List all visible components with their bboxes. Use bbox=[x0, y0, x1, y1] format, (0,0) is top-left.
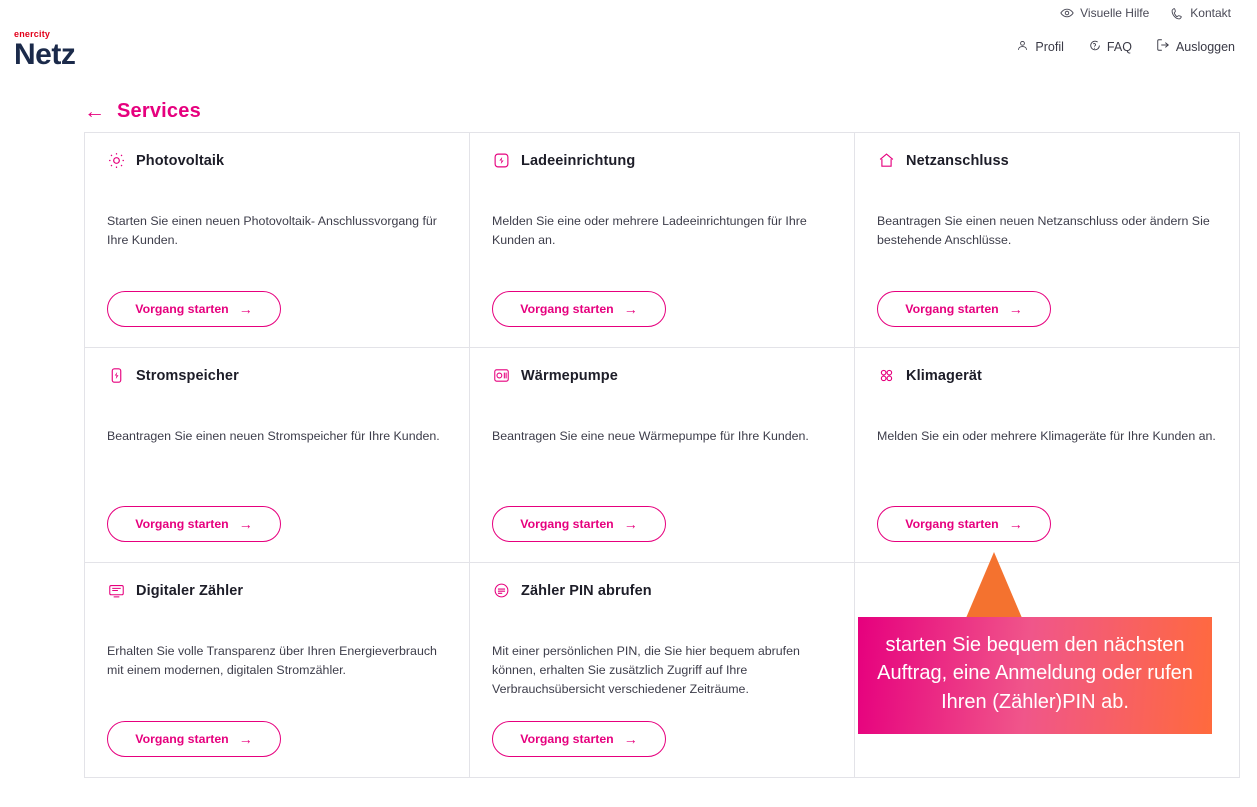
arrow-right-icon: → bbox=[238, 731, 253, 747]
service-card-waermepumpe[interactable] bbox=[470, 348, 855, 563]
service-card-klimageraet[interactable] bbox=[855, 348, 1240, 563]
heatpump-icon bbox=[492, 366, 511, 385]
arrow-right-icon: → bbox=[623, 516, 638, 532]
battery-bolt-icon bbox=[107, 366, 126, 385]
card-header bbox=[492, 151, 832, 170]
arrow-right-icon: → bbox=[238, 516, 253, 532]
digital-meter-icon bbox=[107, 581, 126, 600]
start-process-button[interactable] bbox=[107, 291, 281, 327]
button-label: Vorgang starten bbox=[520, 732, 614, 746]
page-title: Services bbox=[117, 100, 201, 122]
house-icon bbox=[877, 151, 896, 170]
service-card-digitaler-zaehler[interactable] bbox=[85, 563, 470, 778]
service-card-ladeeinrichtung[interactable] bbox=[470, 133, 855, 348]
account-item-label: Profil bbox=[1035, 39, 1064, 54]
account-item-label: Ausloggen bbox=[1175, 39, 1235, 54]
button-label: Vorgang starten bbox=[520, 517, 614, 531]
service-card-netzanschluss[interactable] bbox=[855, 133, 1240, 348]
service-card-photovoltaik[interactable] bbox=[85, 133, 470, 348]
logout-icon bbox=[1156, 38, 1170, 55]
button-label: Vorgang starten bbox=[135, 732, 229, 746]
card-title: Netzanschluss bbox=[906, 152, 1009, 169]
callout-tooltip: starten Sie bequem den nächsten Auftrag, eine Anmeldung oder rufen Ihren (Zähler)PIN ab. bbox=[858, 617, 1212, 734]
service-card-stromspeicher[interactable] bbox=[85, 348, 470, 563]
button-label: Vorgang starten bbox=[135, 517, 229, 531]
meter-pin-icon bbox=[492, 581, 511, 600]
utility-item-kontakt[interactable] bbox=[1171, 6, 1231, 20]
card-header bbox=[107, 151, 447, 170]
start-process-button[interactable] bbox=[107, 506, 281, 542]
account-item-faq[interactable] bbox=[1088, 39, 1132, 55]
card-header bbox=[877, 151, 1217, 170]
card-description: Erhalten Sie volle Transparenz über Ihren Energieverbrauch mit einem modernen, digitalen Stromzähler. bbox=[107, 644, 437, 678]
eye-icon bbox=[1060, 6, 1074, 20]
question-bubble-icon bbox=[1088, 39, 1101, 55]
arrow-right-icon: → bbox=[623, 731, 638, 747]
logo-brand-small: enercity bbox=[14, 29, 51, 39]
card-header bbox=[107, 581, 447, 600]
card-description: Beantragen Sie einen neuen Netzanschluss oder ändern Sie bestehende Anschlüsse. bbox=[877, 214, 1210, 248]
callout-pointer bbox=[966, 552, 1022, 618]
logo-brand-big: Netz bbox=[14, 38, 76, 71]
arrow-right-icon: → bbox=[1008, 516, 1023, 532]
card-title: Zähler PIN abrufen bbox=[521, 582, 652, 599]
start-process-button[interactable] bbox=[877, 291, 1051, 327]
start-process-button[interactable] bbox=[877, 506, 1051, 542]
start-process-button[interactable] bbox=[492, 506, 666, 542]
account-item-profil[interactable] bbox=[1016, 39, 1063, 55]
button-label: Vorgang starten bbox=[905, 302, 999, 316]
card-title: Stromspeicher bbox=[136, 367, 239, 384]
page-header bbox=[84, 100, 201, 123]
utility-item-visuelle-hilfe[interactable] bbox=[1060, 6, 1149, 20]
arrow-right-icon: → bbox=[623, 301, 638, 317]
service-card-zaehler-pin[interactable] bbox=[470, 563, 855, 778]
card-description: Starten Sie einen neuen Photovoltaik- Anschlussvorgang für Ihre Kunden. bbox=[107, 214, 437, 248]
start-process-button[interactable] bbox=[492, 291, 666, 327]
logo[interactable] bbox=[14, 30, 75, 70]
button-label: Vorgang starten bbox=[905, 517, 999, 531]
card-description: Beantragen Sie einen neuen Stromspeicher für Ihre Kunden. bbox=[107, 429, 440, 443]
arrow-right-icon: → bbox=[238, 301, 253, 317]
button-label: Vorgang starten bbox=[135, 302, 229, 316]
card-title: Photovoltaik bbox=[136, 152, 225, 169]
start-process-button[interactable] bbox=[492, 721, 666, 757]
card-description: Beantragen Sie eine neue Wärmepumpe für Ihre Kunden. bbox=[492, 429, 809, 443]
card-description: Melden Sie eine oder mehrere Ladeeinrichtungen für Ihre Kunden an. bbox=[492, 214, 807, 248]
utility-item-label: Visuelle Hilfe bbox=[1080, 6, 1150, 20]
button-label: Vorgang starten bbox=[520, 302, 614, 316]
card-description: Mit einer persönlichen PIN, die Sie hier bequem abrufen können, erhalten Sie zusätzlich Zugriff auf Ihre Verbrauchsübersicht verschiedener Zeiträume. bbox=[492, 644, 800, 697]
phone-icon bbox=[1171, 7, 1184, 20]
user-icon bbox=[1016, 39, 1029, 55]
account-bar bbox=[1016, 38, 1235, 55]
charging-station-icon bbox=[492, 151, 511, 170]
card-title: Digitaler Zähler bbox=[136, 582, 244, 599]
card-title: Wärmepumpe bbox=[521, 367, 618, 384]
utility-bar bbox=[0, 0, 1257, 26]
card-header bbox=[492, 366, 832, 385]
card-header bbox=[492, 581, 832, 600]
utility-item-label: Kontakt bbox=[1190, 6, 1231, 20]
back-button[interactable]: ← bbox=[84, 100, 105, 123]
account-item-ausloggen[interactable] bbox=[1156, 38, 1235, 55]
start-process-button[interactable] bbox=[107, 721, 281, 757]
account-item-label: FAQ bbox=[1106, 39, 1132, 54]
arrow-right-icon: → bbox=[1008, 301, 1023, 317]
card-header bbox=[107, 366, 447, 385]
card-header bbox=[877, 366, 1217, 385]
card-title: Ladeeinrichtung bbox=[521, 152, 636, 169]
card-title: Klimagerät bbox=[906, 367, 982, 384]
card-description: Melden Sie ein oder mehrere Klimageräte für Ihre Kunden an. bbox=[877, 429, 1216, 443]
air-conditioner-icon bbox=[877, 366, 896, 385]
sun-icon bbox=[107, 151, 126, 170]
